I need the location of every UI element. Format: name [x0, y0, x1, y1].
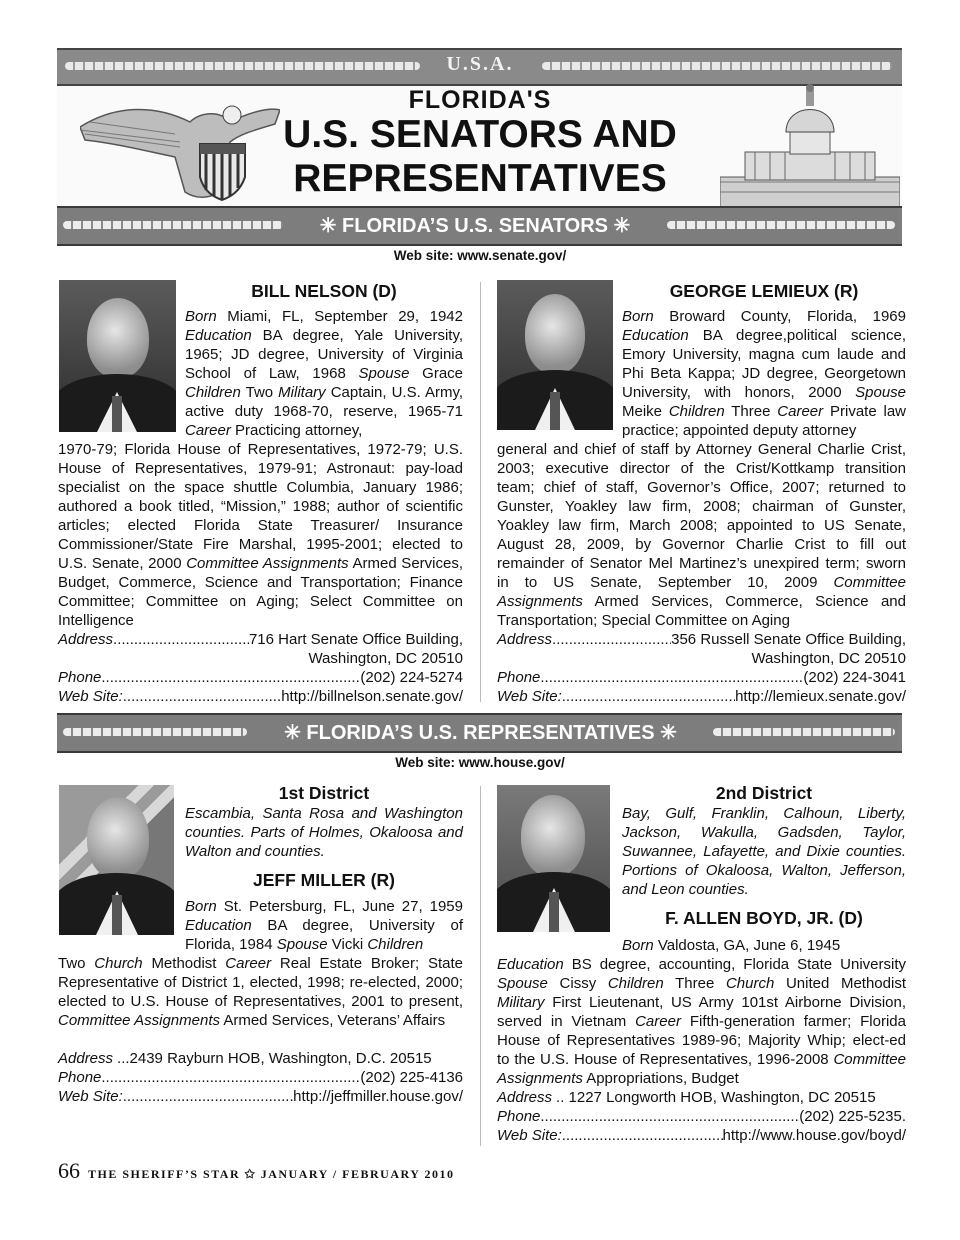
web-label: Web Site:	[497, 688, 562, 705]
address-label: Address	[497, 1089, 553, 1106]
rep-name-boyd: F. ALLEN BOYD, JR. (D)	[665, 908, 863, 928]
web-link[interactable]: http://billnelson.senate.gov/	[281, 688, 463, 705]
label-church: Church	[725, 975, 775, 992]
phone-label: Phone	[497, 1108, 541, 1125]
title-line-3: REPRESENTATIVES	[293, 157, 667, 200]
web-link[interactable]: http://lemieux.senate.gov/	[735, 688, 906, 705]
label-children: Children	[367, 936, 424, 953]
address-line2: Washington, DC 20510	[308, 650, 463, 667]
label-military: Military	[278, 384, 326, 401]
text: Armed Services, Commerce, Science and Transportation; Special Committee on Aging	[497, 593, 906, 629]
text: St. Petersburg, FL, June 27, 1959	[216, 898, 463, 915]
address-value: .. 1227 Longworth HOB, Washington, DC 20515	[556, 1089, 876, 1106]
bio-lemieux-wrap	[622, 307, 906, 440]
label-born: Born	[622, 308, 654, 325]
label-spouse: Spouse	[855, 384, 906, 401]
capitol-icon	[720, 82, 900, 212]
label-education: Education	[622, 327, 689, 344]
text: Real Estate Broker; State Representative of District 1, elected, 1998; re-elected, 2000; elected to U.S. House of Representatives, 2001 to present,	[58, 955, 463, 1010]
text: general and chief of staff by Attorney General Charlie Crist, 2003; executive director of the Crist/Kottkamp transition team; chief of staff, Governor’s Office, 2007; returned to Gunster, Yoakley law firm, 2008; chairman of Gunster, Yoakley law firm, March 2008; appointed to US Senate, August 28, 2009, by Governor Charlie Crist to fill out remainder of Senator Mel Martinez’s unexpired term; sworn in to US Senate, September 10, 2009	[497, 441, 906, 591]
label-committee: Committee Assignments	[58, 1012, 220, 1029]
text: First Lieutenant, US Army 101st Airborne Division, served in Vietnam	[497, 994, 906, 1030]
label-spouse: Spouse	[497, 975, 548, 992]
contact-boyd	[497, 1088, 906, 1145]
text: Two	[58, 955, 95, 972]
text: Vicki	[327, 936, 368, 953]
senate-website: Web site: www.senate.gov/	[393, 248, 567, 263]
phone-label: Phone	[58, 669, 102, 686]
photo-jeff-miller	[59, 785, 174, 935]
column-divider	[480, 786, 481, 1146]
text: Miami, FL, September 29, 1942	[216, 308, 463, 325]
address-value: 716 Hart Senate Office Building,	[248, 631, 463, 648]
usa-label: U.S.A.	[425, 52, 535, 76]
label-committee: Committee Assignments	[497, 574, 906, 610]
label-children: Children	[607, 975, 664, 992]
label-committee: Committee Assignments	[186, 555, 349, 572]
label-spouse: Spouse	[358, 365, 410, 382]
title-line-2: U.S. SENATORS AND	[283, 113, 677, 156]
publication-line: THE SHERIFF’S STAR ✩ JANUARY / FEBRUARY 2010	[88, 1167, 455, 1181]
page-footer	[58, 1158, 454, 1184]
district-1: 1st District	[278, 783, 370, 803]
label-education: Education	[185, 917, 252, 934]
phone-value: (202) 224-3041	[803, 669, 906, 686]
phone-label: Phone	[58, 1069, 102, 1086]
address-label: Address	[58, 631, 114, 648]
text: Practicing attorney,	[230, 422, 363, 439]
contact-lemieux	[497, 630, 906, 706]
counties-district-1: Escambia, Santa Rosa and Washington counties. Parts of Holmes, Okaloosa and Walton and counties.	[185, 805, 463, 860]
phone-label: Phone	[497, 669, 541, 686]
address-value: ...2439 Rayburn HOB, Washington, D.C. 20515	[117, 1050, 432, 1067]
phone-value: (202) 224-5274	[360, 669, 463, 686]
label-committee: Committee Assignments	[497, 1051, 906, 1087]
web-label: Web Site:	[58, 1088, 123, 1105]
address-line2: Washington, DC 20510	[751, 650, 906, 667]
text: BA degree, Yale University, 1965; JD degree, University of Virginia School of Law, 1968	[185, 327, 463, 382]
label-education: Education	[185, 327, 252, 344]
bio-boyd-full	[497, 955, 906, 1088]
label-education: Education	[497, 956, 564, 973]
web-label: Web Site:	[497, 1127, 562, 1144]
bio-miller-full	[58, 954, 463, 1030]
text: United Methodist	[774, 975, 906, 992]
text: Armed Services, Budget, Commerce, Science and Transportation; Finance Committee; Committee on Aging; Select Committee on Intelligence	[58, 555, 463, 629]
label-born: Born	[185, 308, 217, 325]
label-career: Career	[635, 1013, 681, 1030]
text: Three	[724, 403, 778, 420]
phone-value: (202) 225-4136	[360, 1069, 463, 1086]
text: Meike	[622, 403, 669, 420]
text: 1970-79; Florida House of Representatives, 1972-79; U.S. House of Representatives, 1979-91; Astronaut: pay-load specialist on the space shuttle Columbia, January 1986; authored a book titled, “Mission,” 1988; author of scientific articles; elected Florida State Treasurer/ Insurance Commissioner/State Fire Marshal, 1995-2001; elected to U.S. Senate, 2000	[58, 441, 463, 572]
label-career: Career	[185, 422, 231, 439]
page-number: 66	[58, 1158, 80, 1183]
address-value: 356 Russell Senate Office Building,	[671, 631, 906, 648]
address-label: Address	[497, 631, 553, 648]
label-children: Children	[668, 403, 725, 420]
web-label: Web Site:	[58, 688, 123, 705]
web-link[interactable]: http://www.house.gov/boyd/	[722, 1127, 906, 1144]
text: Two	[240, 384, 279, 401]
label-born: Born	[185, 898, 217, 915]
label-born: Born	[622, 937, 654, 954]
bio-nelson-wrap	[185, 307, 463, 440]
label-children: Children	[185, 384, 241, 401]
label-career: Career	[225, 955, 272, 972]
column-divider	[480, 282, 481, 702]
district-2: 2nd District	[715, 783, 813, 803]
text: Methodist	[142, 955, 226, 972]
label-military: Military	[497, 994, 545, 1011]
phone-value: (202) 225-5235.	[799, 1108, 906, 1125]
bio-boyd-born	[622, 936, 906, 955]
reps-section-title: ✳ FLORIDA’S U.S. REPRESENTATIVES ✳	[252, 719, 709, 747]
text: Private law practice; appointed deputy attorney	[622, 403, 907, 439]
counties-district-2: Bay, Gulf, Franklin, Calhoun, Liberty, Jackson, Wakulla, Gadsden, Taylor, Suwannee, Lafayette, and Dixie counties. Portions of Okaloosa, Walton, Jefferson, and Leon counties.	[622, 805, 906, 898]
text: Broward County, Florida, 1969	[653, 308, 906, 325]
web-link[interactable]: http://jeffmiller.house.gov/	[293, 1088, 463, 1105]
photo-bill-nelson	[59, 280, 176, 432]
title-line-1: FLORIDA'S	[408, 86, 552, 114]
label-career: Career	[777, 403, 824, 420]
senators-section-bar	[57, 206, 902, 246]
rep-name-miller: JEFF MILLER (R)	[253, 870, 395, 890]
contact-nelson	[58, 630, 463, 706]
text: BS degree, accounting, Florida State University	[563, 956, 906, 973]
bio-lemieux-full	[497, 440, 906, 630]
text: BA degree,political science, Emory University, magna cum laude and Phi Beta Kappa; JD degree, Georgetown University, with honors, 2000	[622, 327, 906, 401]
text: Captain, U.S. Army, active duty 1968-70, reserve, 1965-71	[185, 384, 464, 420]
bio-miller-wrap	[185, 897, 463, 954]
text: Grace	[409, 365, 464, 382]
text: Armed Services, Veterans’ Affairs	[220, 1012, 446, 1029]
label-spouse: Spouse	[276, 936, 328, 953]
reps-section-bar	[57, 713, 902, 753]
senators-section-title: ✳ FLORIDA’S U.S. SENATORS ✳	[287, 212, 663, 240]
text: Valdosta, GA, June 6, 1945	[653, 937, 841, 954]
text: Cissy	[547, 975, 608, 992]
photo-george-lemieux	[497, 280, 613, 430]
text: BA degree, University of Florida, 1984	[185, 917, 463, 953]
photo-allen-boyd	[497, 785, 610, 932]
address-label: Address	[58, 1050, 114, 1067]
house-website: Web site: www.house.gov/	[395, 755, 565, 770]
senator-name-nelson: BILL NELSON (D)	[251, 281, 397, 301]
text: Three	[663, 975, 726, 992]
text: Fifth-generation farmer; Florida House of Representatives 1989-96; Majority Whip; elect-ed to the U.S. House of Representatives, 1996-2008	[497, 1013, 906, 1068]
label-church: Church	[94, 955, 143, 972]
bio-nelson-full	[58, 440, 463, 630]
senator-name-lemieux: GEORGE LEMIEUX (R)	[669, 281, 859, 301]
contact-miller	[58, 1049, 463, 1106]
text: Appropriations, Budget	[582, 1070, 739, 1087]
